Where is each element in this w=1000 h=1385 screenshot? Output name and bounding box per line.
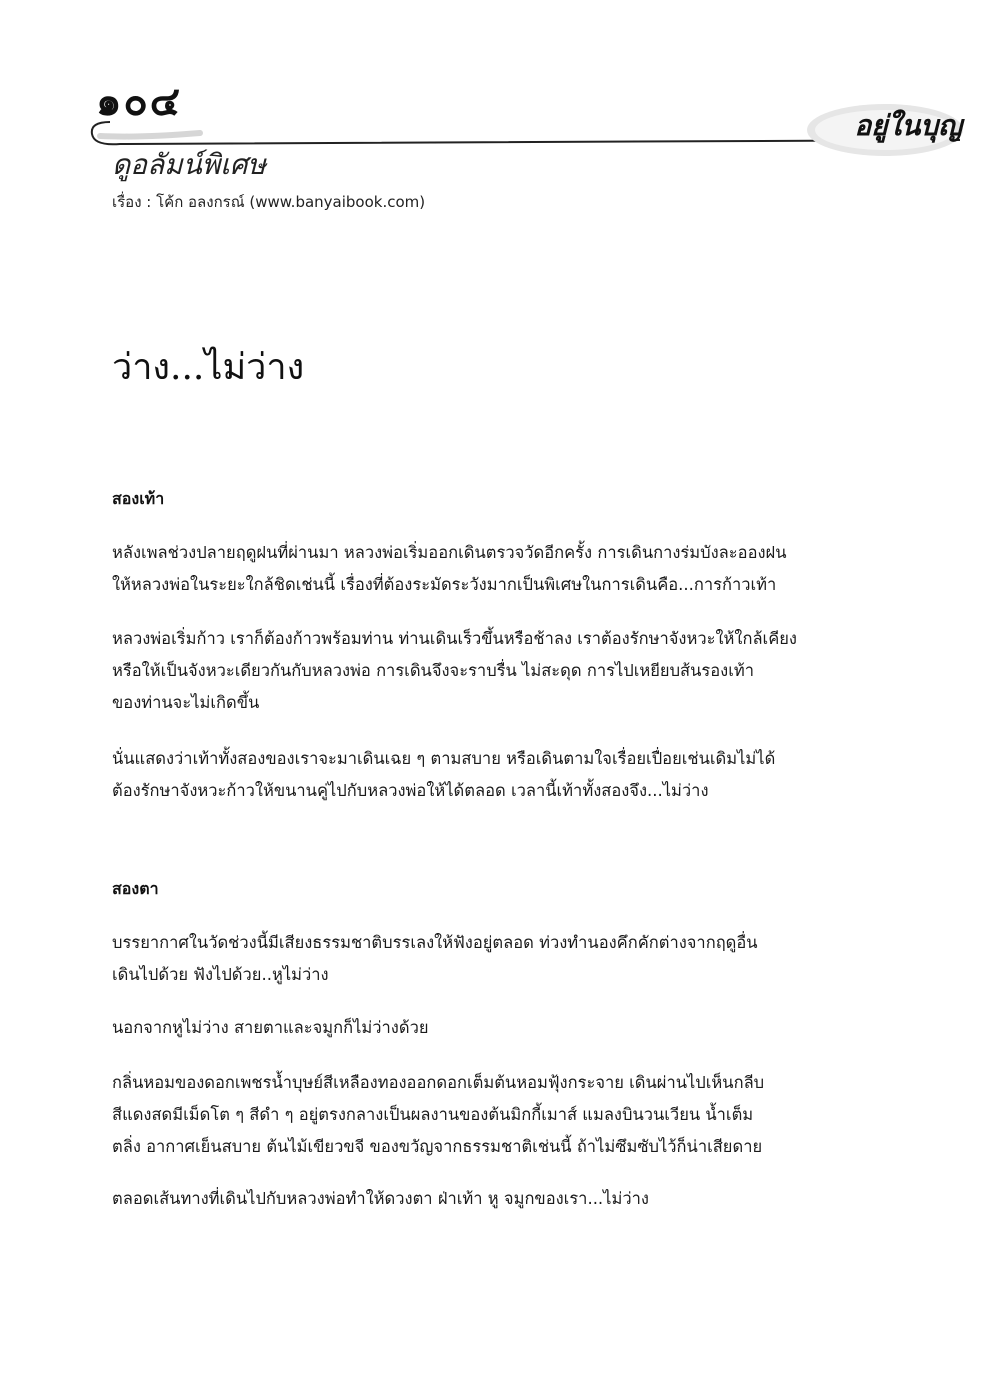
paragraph-line: ตลิ่ง อากาศเย็นสบาย ต้นไม้เขียวขจี ของขวัญจากธรรมชาติเช่นนี้ ถ้าไม่ซึมซับไว้ก็น่าเสียดาย [112,1137,763,1156]
byline: เรื่อง : โค้ก อลงกรณ์ (www.banyaibook.com) [112,193,426,211]
paragraph-line: ตลอดเส้นทางที่เดินไปกับหลวงพ่อทำให้ดวงตา ฝ่าเท้า หู จมูกของเรา...ไม่ว่าง [112,1189,649,1208]
section-heading: สองตา [112,879,159,898]
paragraph [112,1183,807,1215]
paragraph [112,743,807,807]
paragraph [112,537,807,601]
paragraph-line: หรือให้เป็นจังหวะเดียวกันกับหลวงพ่อ การเดินจึงจะราบรื่น ไม่สะดุด การไปเหยียบส้นรองเท้า [112,661,755,680]
paragraph-line: หลวงพ่อเริ่มก้าว เราก็ต้องก้าวพร้อมท่าน ท่านเดินเร็วขึ้นหรือช้าลง เราต้องรักษาจังหวะให้ใกล้เคียง [112,629,797,648]
paragraph-line: ของท่านจะไม่เกิดขึ้น [112,693,260,712]
paragraph-line: บรรยากาศในวัดช่วงนี้มีเสียงธรรมชาติบรรเลงให้ฟังอยู่ตลอด ท่วงทำนองคึกคักต่างจากฤดูอื่น [112,933,758,952]
page-header [80,78,970,158]
paragraph-line: ให้หลวงพ่อในระยะใกล้ชิดเช่นนี้ เรื่องที่ต้องระมัดระวังมากเป็นพิเศษในการเดินคือ...การก้าวเท้า [112,575,777,594]
paragraph-line: สีแดงสดมีเม็ดโต ๆ สีดำ ๆ อยู่ตรงกลางเป็นผลงานของต้นมิกกี้เมาส์ แมลงบินวนเวียน น้ำเต็ม [112,1105,754,1124]
paragraph [112,1012,807,1044]
book-logo: อยู่ในบุญ [854,109,962,142]
page-number: ๑๐๔ [96,79,183,125]
paragraph [112,623,807,719]
paragraph [112,927,807,991]
paragraph-line: ต้องรักษาจังหวะก้าวให้ขนานคู่ไปกับหลวงพ่อให้ได้ตลอด เวลานี้เท้าทั้งสองจึง...ไม่ว่าง [112,781,709,800]
paragraph-line: เดินไปด้วย ฟังไปด้วย..หูไม่ว่าง [112,965,329,984]
section-heading: สองเท้า [112,489,165,508]
paragraph [112,1067,807,1163]
header-band-decoration [80,78,970,158]
paragraph-line: หลังเพลช่วงปลายฤดูฝนที่ผ่านมา หลวงพ่อเริ่มออกเดินตรวจวัดอีกครั้ง การเดินกางร่มบังละอองฝน [112,543,787,562]
paragraph-line: นั่นแสดงว่าเท้าทั้งสองของเราจะมาเดินเฉย ๆ ตามสบาย หรือเดินตามใจเรื่อยเปื่อยเช่นเดิมไม่ได้ [112,749,776,768]
paragraph-line: นอกจากหูไม่ว่าง สายตาและจมูกก็ไม่ว่างด้วย [112,1018,429,1037]
article-title: ว่าง...ไม่ว่าง [112,347,305,388]
column-title: ดูอลัมน์พิเศษ [112,148,267,181]
paragraph-line: กลิ่นหอมของดอกเพชรน้ำบุษย์สีเหลืองทองออกดอกเต็มต้นหอมฟุ้งกระจาย เดินผ่านไปเห็นกลีบ [112,1073,765,1092]
